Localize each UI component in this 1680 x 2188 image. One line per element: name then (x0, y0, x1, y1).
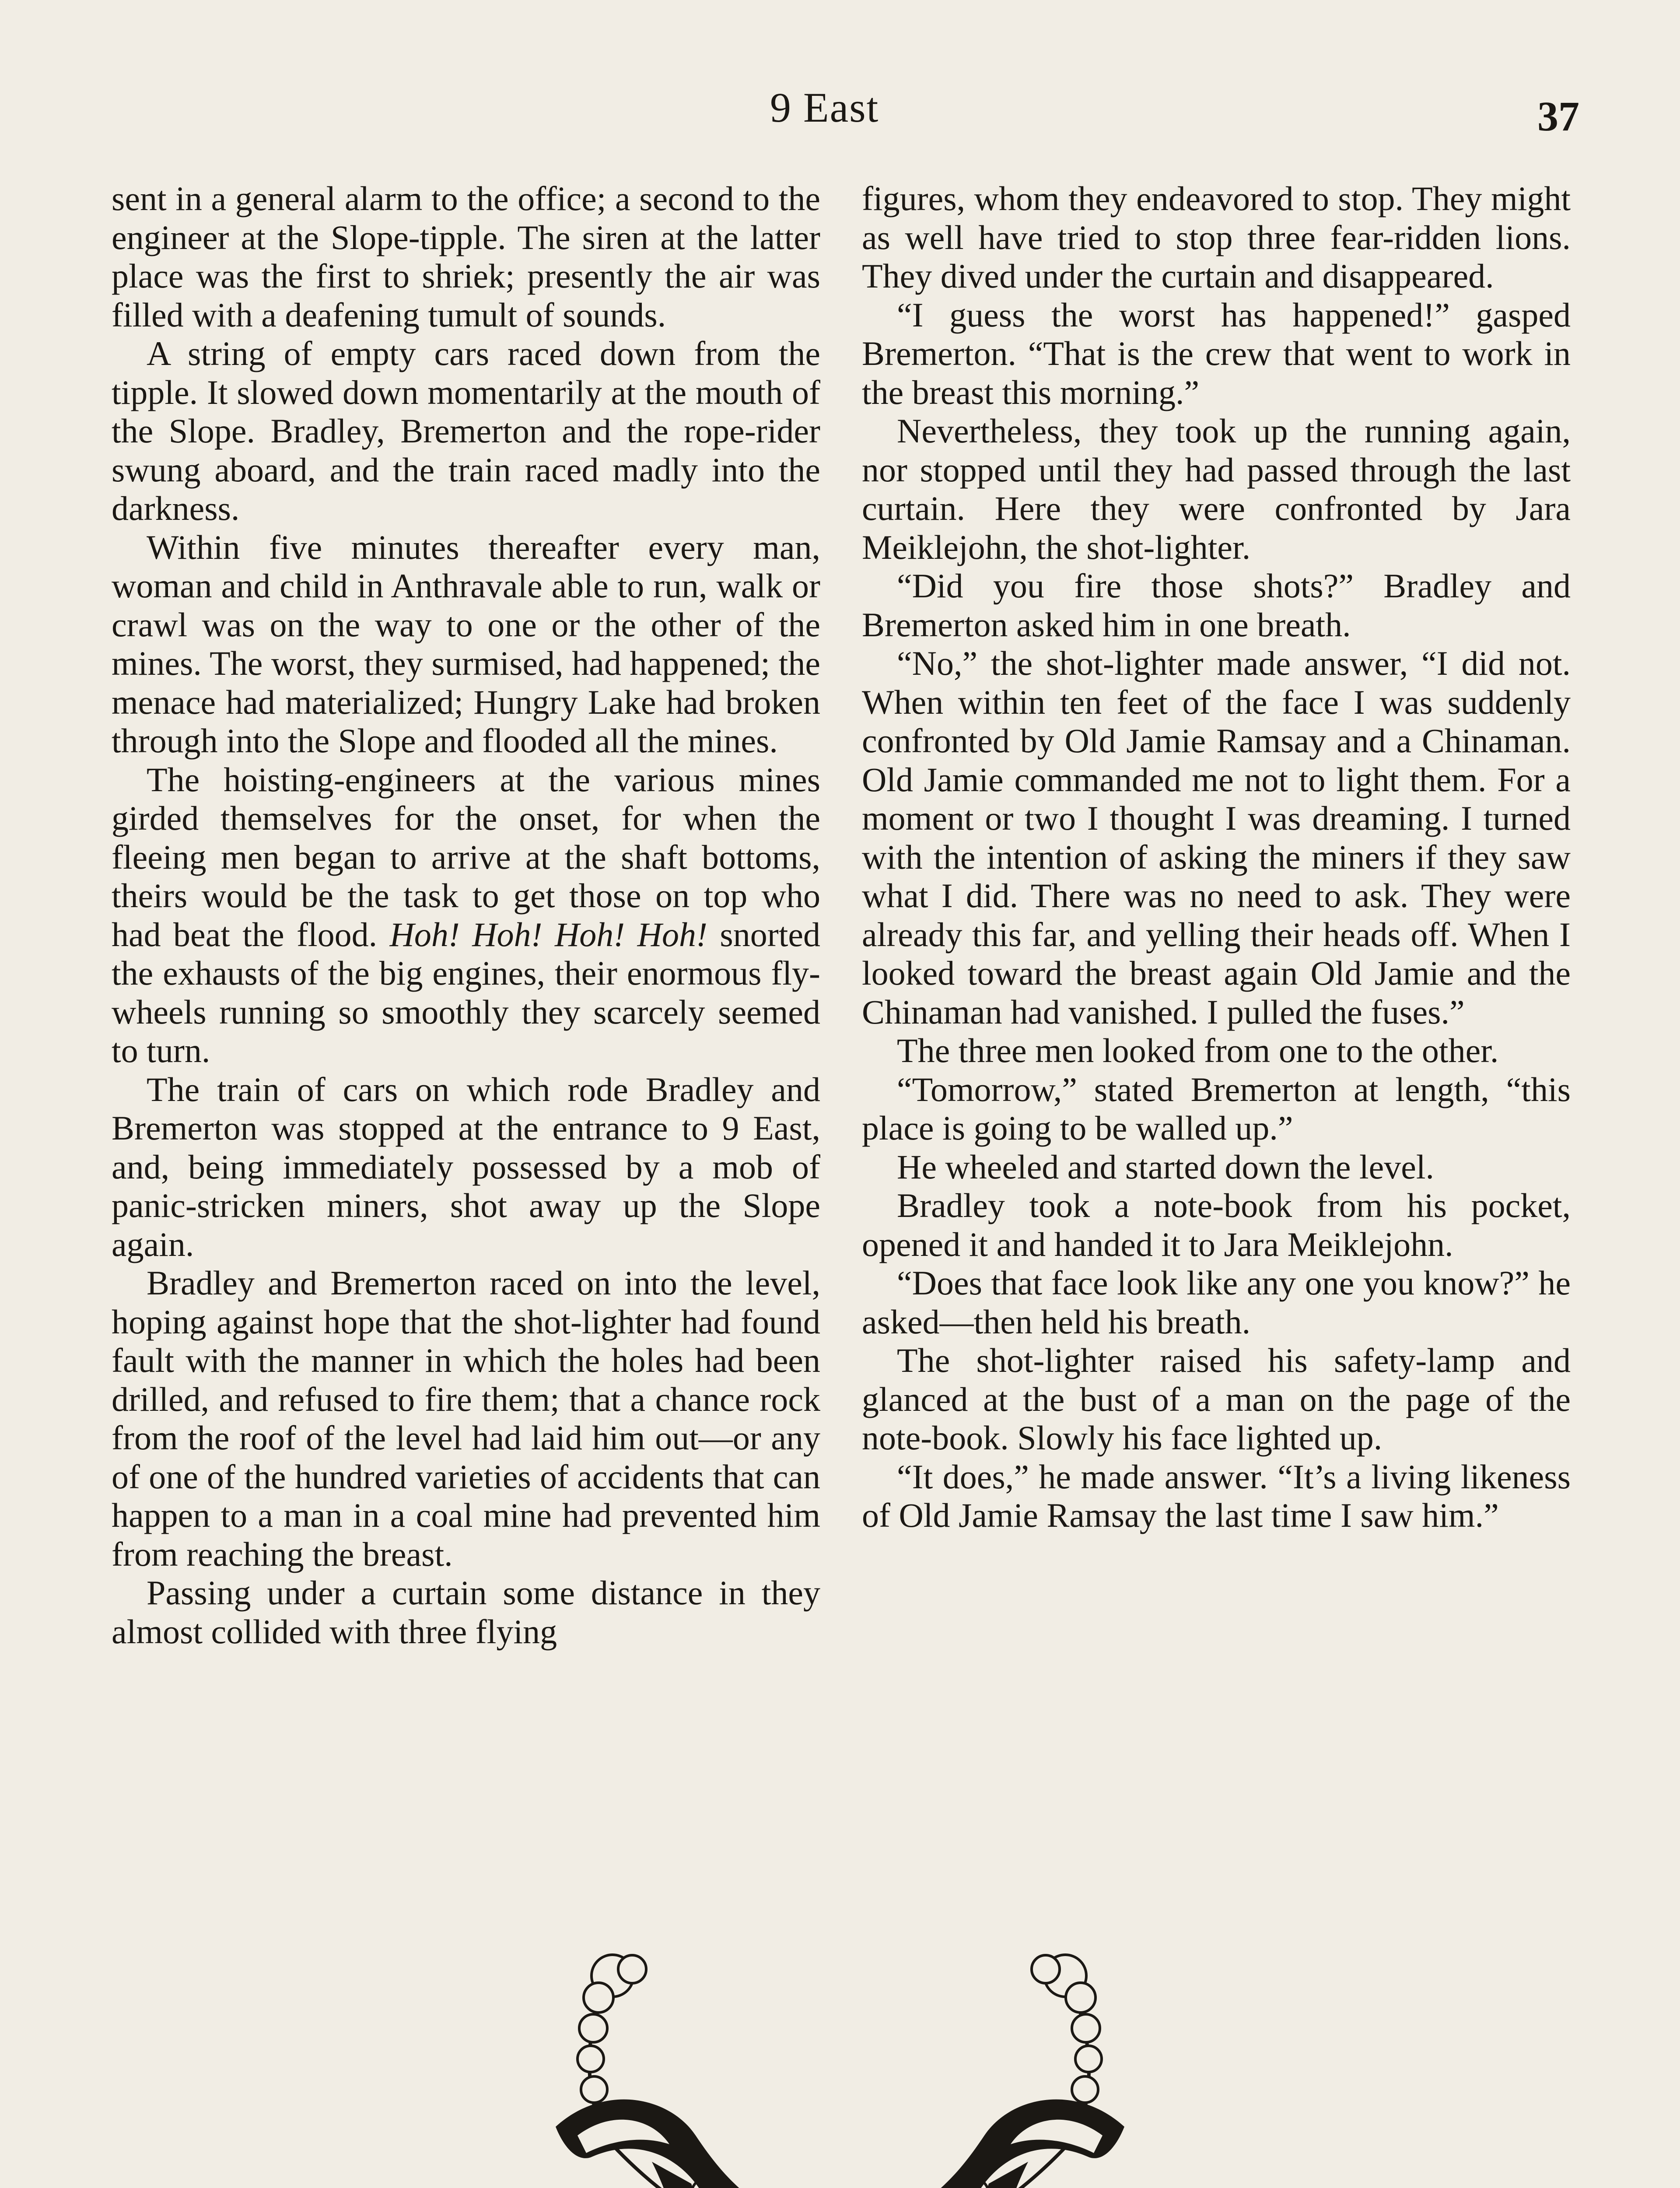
paragraph: Bradley took a note-book from his pocket, opened it and handed it to Jara Meiklejohn. (862, 1186, 1571, 1263)
floral-garland-ornament-icon (538, 1952, 1142, 2188)
paragraph: The train of cars on which rode Bradley and Bremerton was stopped at the entrance to 9 East, and, being immediately possessed by a mob of panic-stricken miners, shot away up the Slope again. (112, 1070, 820, 1263)
paragraph: “I guess the worst has happened!” gasped Bremerton. “That is the crew that went to work in the breast this morning.” (862, 295, 1571, 411)
page-number: 37 (1537, 93, 1579, 140)
left-column (112, 179, 820, 1651)
paragraph: “Tomorrow,” stated Bremerton at length, “this place is going to be walled up.” (862, 1070, 1571, 1147)
paragraph: “Did you fire those shots?” Bradley and Bremerton asked him in one breath. (862, 567, 1571, 644)
paragraph-text: snorted the exhausts of the big engines, their enormous fly-wheels running so smoothly they scarcely seemed to turn. (112, 915, 821, 1069)
paragraph: He wheeled and started down the level. (897, 1147, 1435, 1186)
paragraph: “No,” the shot-lighter made answer, “I did not. When within ten feet of the face I was suddenly confronted by Old Jamie Ramsay and a Chinaman. Old Jamie commanded me not to light them. For a moment or two I thought I was dreaming. I turned with the intention of asking the miners if they saw what I did. There was no need to ask. They were already this far, and yelling their heads off. When I looked toward the breast again Old Jamie and the Chinaman had vanished. I pulled the fuses.” (862, 644, 1571, 1031)
page-header (0, 83, 1680, 144)
italic-exclamation: Hoh! Hoh! Hoh! Hoh! (389, 915, 707, 954)
paragraph (112, 761, 820, 1070)
paragraph-text: The hoisting-engineers at the various mines girded themselves for the onset, for when the fleeing men began to arrive at the shaft bottoms, theirs would be the task to get those on top who had beat the flood. (112, 760, 820, 954)
paragraph: The three men looked from one to the other. (897, 1031, 1499, 1069)
paragraph: Nevertheless, they took up the running again, nor stopped until they had passed through the last curtain. Here they were confronted by Jara Meiklejohn, the shot-lighter. (862, 412, 1571, 566)
right-column (862, 179, 1571, 1535)
paragraph: “It does,” he made answer. “It’s a living likeness of Old Jamie Ramsay the last time I saw him.” (862, 1457, 1571, 1534)
paragraph: Passing under a curtain some distance in they almost collided with three flying (112, 1574, 820, 1651)
paragraph: Within five minutes thereafter every man, woman and child in Anthravale able to run, walk or crawl was on the way to one or the other of the mines. The worst, they surmised, had happened; the menace had materialized; Hungry Lake had broken through into the Slope and flooded all the mines. (112, 528, 820, 760)
paragraph: “Does that face look like any one you know?” he asked—then held his breath. (862, 1264, 1571, 1341)
paragraph: sent in a general alarm to the office; a second to the engineer at the Slope-tipple. The siren at the latter place was the first to shriek; presently the air was filled with a deafening tumult of sounds. (112, 179, 820, 334)
paragraph: The shot-lighter raised his safety-lamp and glanced at the bust of a man on the page of the note-book. Slowly his face lighted up. (862, 1341, 1571, 1457)
paragraph: A string of empty cars raced down from the tipple. It slowed down momentarily at the mouth of the Slope. Bradley, Bremerton and the rope-rider swung aboard, and the train raced madly into the darkness. (112, 334, 820, 527)
paragraph: Bradley and Bremerton raced on into the level, hoping against hope that the shot-lighter had found fault with the manner in which the holes had been drilled, and refused to fire them; that a chance rock from the roof of the level had laid him out—or any of one of the hundred varieties of accidents that can happen to a man in a coal mine had prevented him from reaching the breast. (112, 1264, 820, 1573)
paragraph: figures, whom they endeavored to stop. They might as well have tried to stop three fear-ridden lions. They dived under the curtain and disappeared. (862, 179, 1571, 295)
running-title: 9 East (770, 84, 879, 131)
